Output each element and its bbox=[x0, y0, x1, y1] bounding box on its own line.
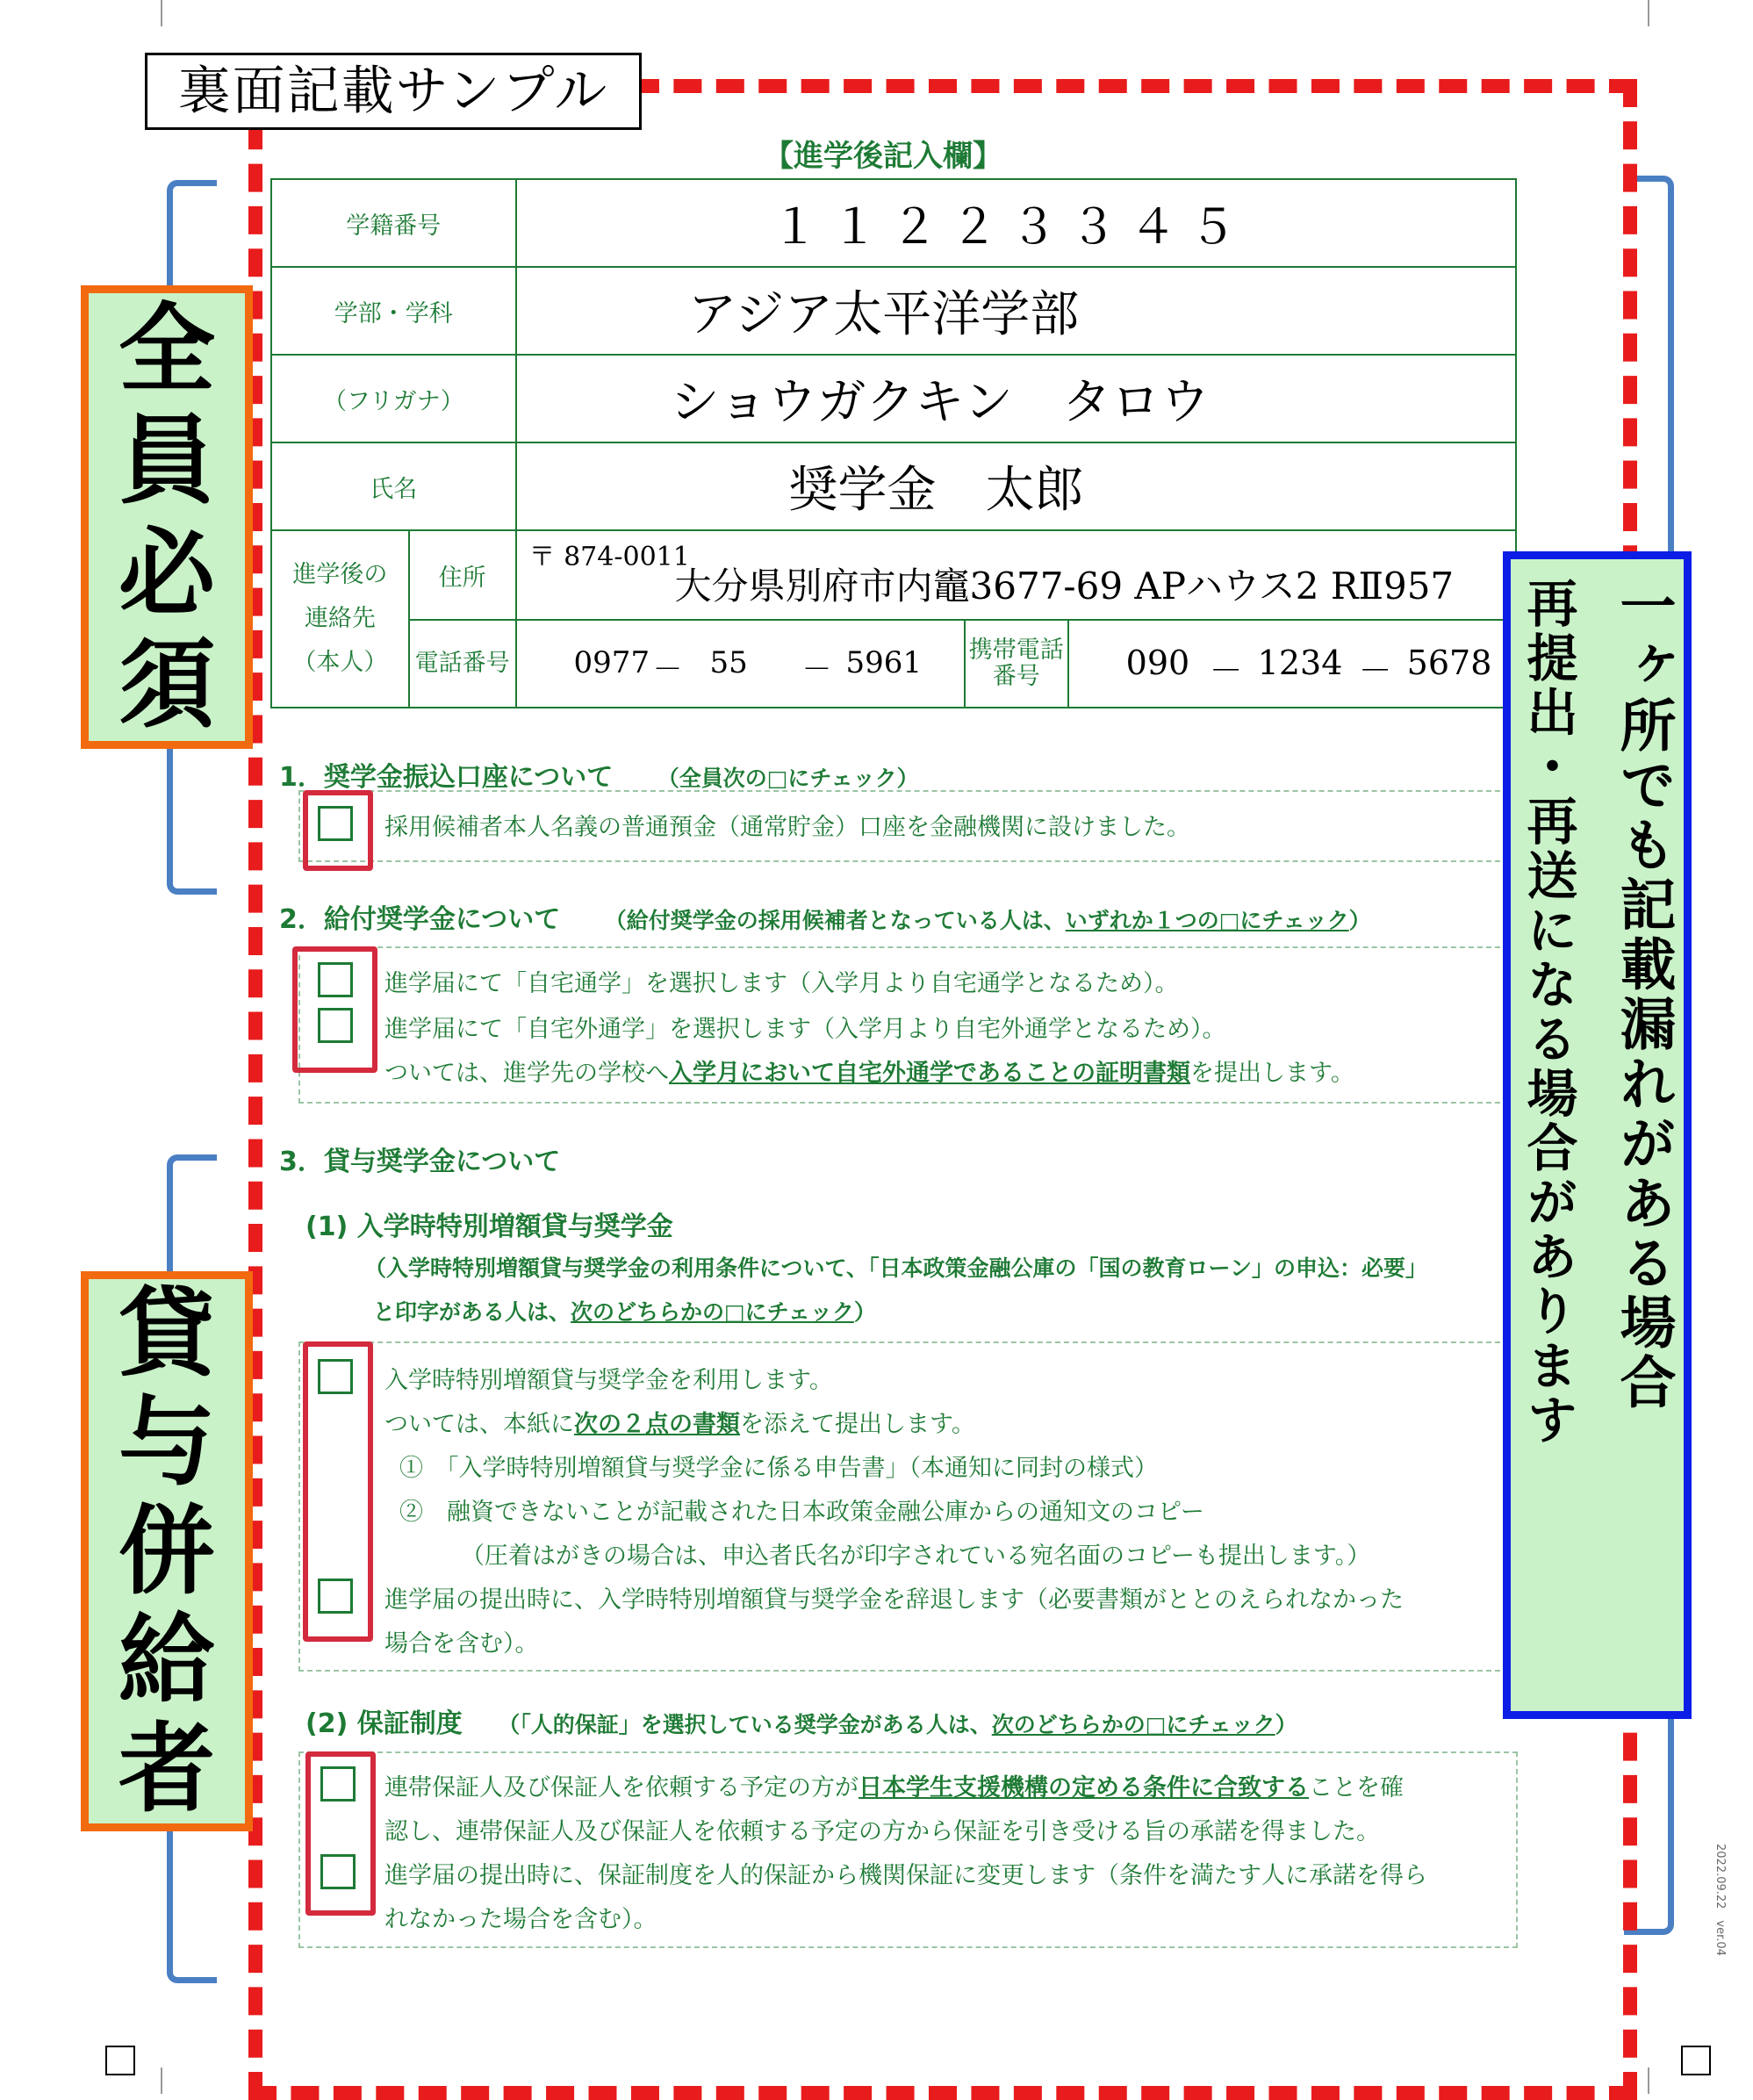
sec3-sub1-item4: ② 融資できないことが記載された日本政策金融公庫からの通知文のコピー bbox=[399, 1499, 1204, 1526]
text-underlined: 日本学生支援機構の定める条件に合致する bbox=[859, 1774, 1309, 1802]
sec3-sub1-box bbox=[298, 1341, 1509, 1672]
text: （「人的保証」を選択している奨学金がある人は、 bbox=[498, 1712, 992, 1737]
text-underlined: 次のどちらかの□にチェック bbox=[991, 1712, 1275, 1737]
mobile-field[interactable] bbox=[1068, 620, 1516, 708]
sec2-note-underlined: いずれか１つの□にチェック bbox=[1065, 908, 1349, 933]
side-char: 者 bbox=[119, 1713, 215, 1825]
student-id-field[interactable]: １１２２３３４５ bbox=[516, 179, 1516, 267]
text-underlined: 入学月において自宅外通学であることの証明書類 bbox=[669, 1060, 1190, 1087]
text: ことを確 bbox=[1309, 1774, 1404, 1802]
text: 連帯保証人及び保証人を依頼する予定の方が bbox=[384, 1774, 859, 1802]
dash: － bbox=[1358, 651, 1392, 690]
sec3-sub1-item7: 場合を含む）。 bbox=[384, 1630, 539, 1658]
side-char: 須 bbox=[119, 629, 215, 742]
side-char: 貸 bbox=[119, 1277, 215, 1390]
text: を提出します。 bbox=[1190, 1060, 1354, 1087]
text-underlined: 次のどちらかの□にチェック bbox=[571, 1299, 854, 1325]
dash: － bbox=[801, 652, 832, 687]
sec3-sub1-item6: 進学届の提出時に、入学時特別増額貸与奨学金を辞退します（必要書類がととのえられなかった bbox=[384, 1586, 1404, 1614]
faculty-label: 学部・学科 bbox=[271, 267, 516, 355]
page-title: 裏面記載サンプル bbox=[145, 53, 642, 130]
sec2-box bbox=[298, 946, 1509, 1104]
text: ） bbox=[1275, 1712, 1297, 1737]
institutional-guarantee-checkbox[interactable] bbox=[320, 1854, 356, 1889]
address-value: 大分県別府市内竈3677-69 APハウス2 RⅡ957 bbox=[674, 565, 1455, 608]
crop-mark bbox=[161, 0, 162, 26]
sec3-sub1-note1: （入学時特別増額貸与奨学金の利用条件について、「日本政策金融公庫の「国の教育ローン」の申込：必要」 bbox=[364, 1255, 1428, 1281]
dash: － bbox=[1209, 651, 1243, 690]
text: を添えて提出します。 bbox=[740, 1411, 975, 1438]
loan-recipient-box bbox=[81, 1271, 253, 1831]
side-char: 全 bbox=[119, 292, 215, 406]
decline-special-loan-checkbox[interactable] bbox=[318, 1579, 353, 1614]
student-info-table bbox=[270, 178, 1517, 708]
sec3-sub2-item3: 進学届の提出時に、保証制度を人的保証から機関保証に変更します（条件を満たす人に承諾を得ら bbox=[384, 1862, 1427, 1889]
corner-checkbox[interactable] bbox=[105, 2046, 135, 2075]
text: ） bbox=[853, 1299, 876, 1325]
sec2-item1: 進学届にて「自宅通学」を選択します（入学月より自宅通学となるため）。 bbox=[384, 970, 1179, 997]
address-label: 住所 bbox=[409, 530, 516, 620]
notice-line-1: 一ヶ所でも記載漏れがある場合 bbox=[1610, 577, 1676, 1413]
text: ついては、進学先の学校へ bbox=[384, 1060, 669, 1087]
resubmit-notice bbox=[1503, 551, 1692, 1719]
sec3-sub1-item5: （圧着はがきの場合は、申込者氏名が印字されている宛名面のコピーも提出します。） bbox=[461, 1543, 1371, 1570]
crop-mark bbox=[1648, 0, 1649, 26]
text-underlined: 次の２点の書類 bbox=[574, 1411, 740, 1438]
sec2-title: 2．給付奨学金について bbox=[279, 904, 561, 935]
phone-label: 電話番号 bbox=[409, 620, 516, 708]
mobile-part: 1234 bbox=[1257, 644, 1343, 682]
notice-line-2: 再提出・再送になる場合があります bbox=[1518, 577, 1578, 1448]
phone-field[interactable] bbox=[516, 620, 965, 708]
mobile-part: 5678 bbox=[1406, 644, 1492, 682]
side-char: 給 bbox=[119, 1604, 215, 1716]
mobile-part: 090 bbox=[1125, 644, 1190, 682]
sec3-sub2-item4: れなかった場合を含む）。 bbox=[384, 1906, 657, 1933]
contact-label-line: 進学後の bbox=[292, 561, 388, 588]
home-commute-checkbox[interactable] bbox=[318, 962, 353, 997]
sec3-sub1-title: (1) 入学時特別増額貸与奨学金 bbox=[305, 1212, 673, 1242]
phone-part: 0977 bbox=[573, 645, 650, 680]
personal-guarantee-checkbox[interactable] bbox=[320, 1766, 356, 1802]
sec1-note: （全員次の□にチェック） bbox=[657, 766, 919, 791]
sec2-note: （給付奨学金の採用候補者となっている人は、 bbox=[604, 908, 1066, 933]
phone-part: 55 bbox=[709, 645, 748, 680]
name-label: 氏名 bbox=[271, 442, 516, 530]
use-special-loan-checkbox[interactable] bbox=[318, 1359, 353, 1394]
postal-code: 〒 874-0011 bbox=[528, 542, 690, 572]
faculty-field[interactable]: アジア太平洋学部 bbox=[516, 267, 1516, 355]
address-field[interactable] bbox=[516, 530, 1516, 620]
crop-mark bbox=[1648, 2068, 1649, 2094]
contact-label bbox=[271, 530, 409, 708]
corner-checkbox[interactable] bbox=[1681, 2046, 1711, 2075]
sec3-title: 3．貸与奨学金について bbox=[279, 1147, 561, 1177]
phone-part: 5961 bbox=[845, 645, 923, 680]
account-checkbox[interactable] bbox=[318, 806, 353, 841]
sec3-sub2-item2: 認し、連帯保証人及び保証人を依頼する予定の方から保証を引き受ける旨の承諾を得ました。 bbox=[384, 1818, 1380, 1845]
side-char: 必 bbox=[119, 516, 215, 629]
form-heading: 【進学後記入欄】 bbox=[764, 139, 1002, 174]
version-stamp: 2022.09.22 ver.04 bbox=[1713, 1844, 1727, 1956]
sec2-item2: 進学届にて「自宅外通学」を選択します（入学月より自宅外通学となるため）。 bbox=[384, 1016, 1226, 1043]
side-char: 員 bbox=[119, 405, 215, 518]
furigana-label: （フリガナ） bbox=[271, 355, 516, 442]
sec3-sub1-item1: 入学時特別増額貸与奨学金を利用します。 bbox=[384, 1367, 833, 1394]
sec3-sub1-item3: ① 「入学時特別増額貸与奨学金に係る申告書」（本通知に同封の様式） bbox=[399, 1455, 1158, 1482]
required-all-box bbox=[81, 285, 253, 749]
student-id-label: 学籍番号 bbox=[271, 179, 516, 267]
contact-label-line: 連絡先 bbox=[304, 605, 376, 632]
sec3-sub2-title: (2) 保証制度 bbox=[305, 1708, 463, 1739]
text: ついては、本紙に bbox=[384, 1411, 574, 1438]
side-char: 併 bbox=[119, 1495, 215, 1607]
sec3-sub2-box bbox=[298, 1751, 1518, 1948]
text: と印字がある人は、 bbox=[373, 1299, 571, 1325]
contact-label-line: （本人） bbox=[292, 649, 388, 676]
dash: － bbox=[652, 652, 683, 687]
sec1-title: 1．奨学金振込口座について bbox=[279, 762, 614, 793]
name-field[interactable]: 奨学金 太郎 bbox=[516, 442, 1516, 530]
sec1-item: 採用候補者本人名義の普通預金（通常貯金）口座を金融機関に設けました。 bbox=[384, 814, 1190, 841]
crop-mark bbox=[161, 2068, 162, 2094]
sec2-note-end: ） bbox=[1348, 908, 1371, 933]
sec1-box bbox=[298, 790, 1509, 862]
furigana-field[interactable]: ショウガクキン タロウ bbox=[516, 355, 1516, 442]
away-commute-checkbox[interactable] bbox=[318, 1008, 353, 1043]
mobile-label: 携帯電話番号 bbox=[965, 620, 1068, 708]
side-char: 与 bbox=[119, 1386, 215, 1499]
